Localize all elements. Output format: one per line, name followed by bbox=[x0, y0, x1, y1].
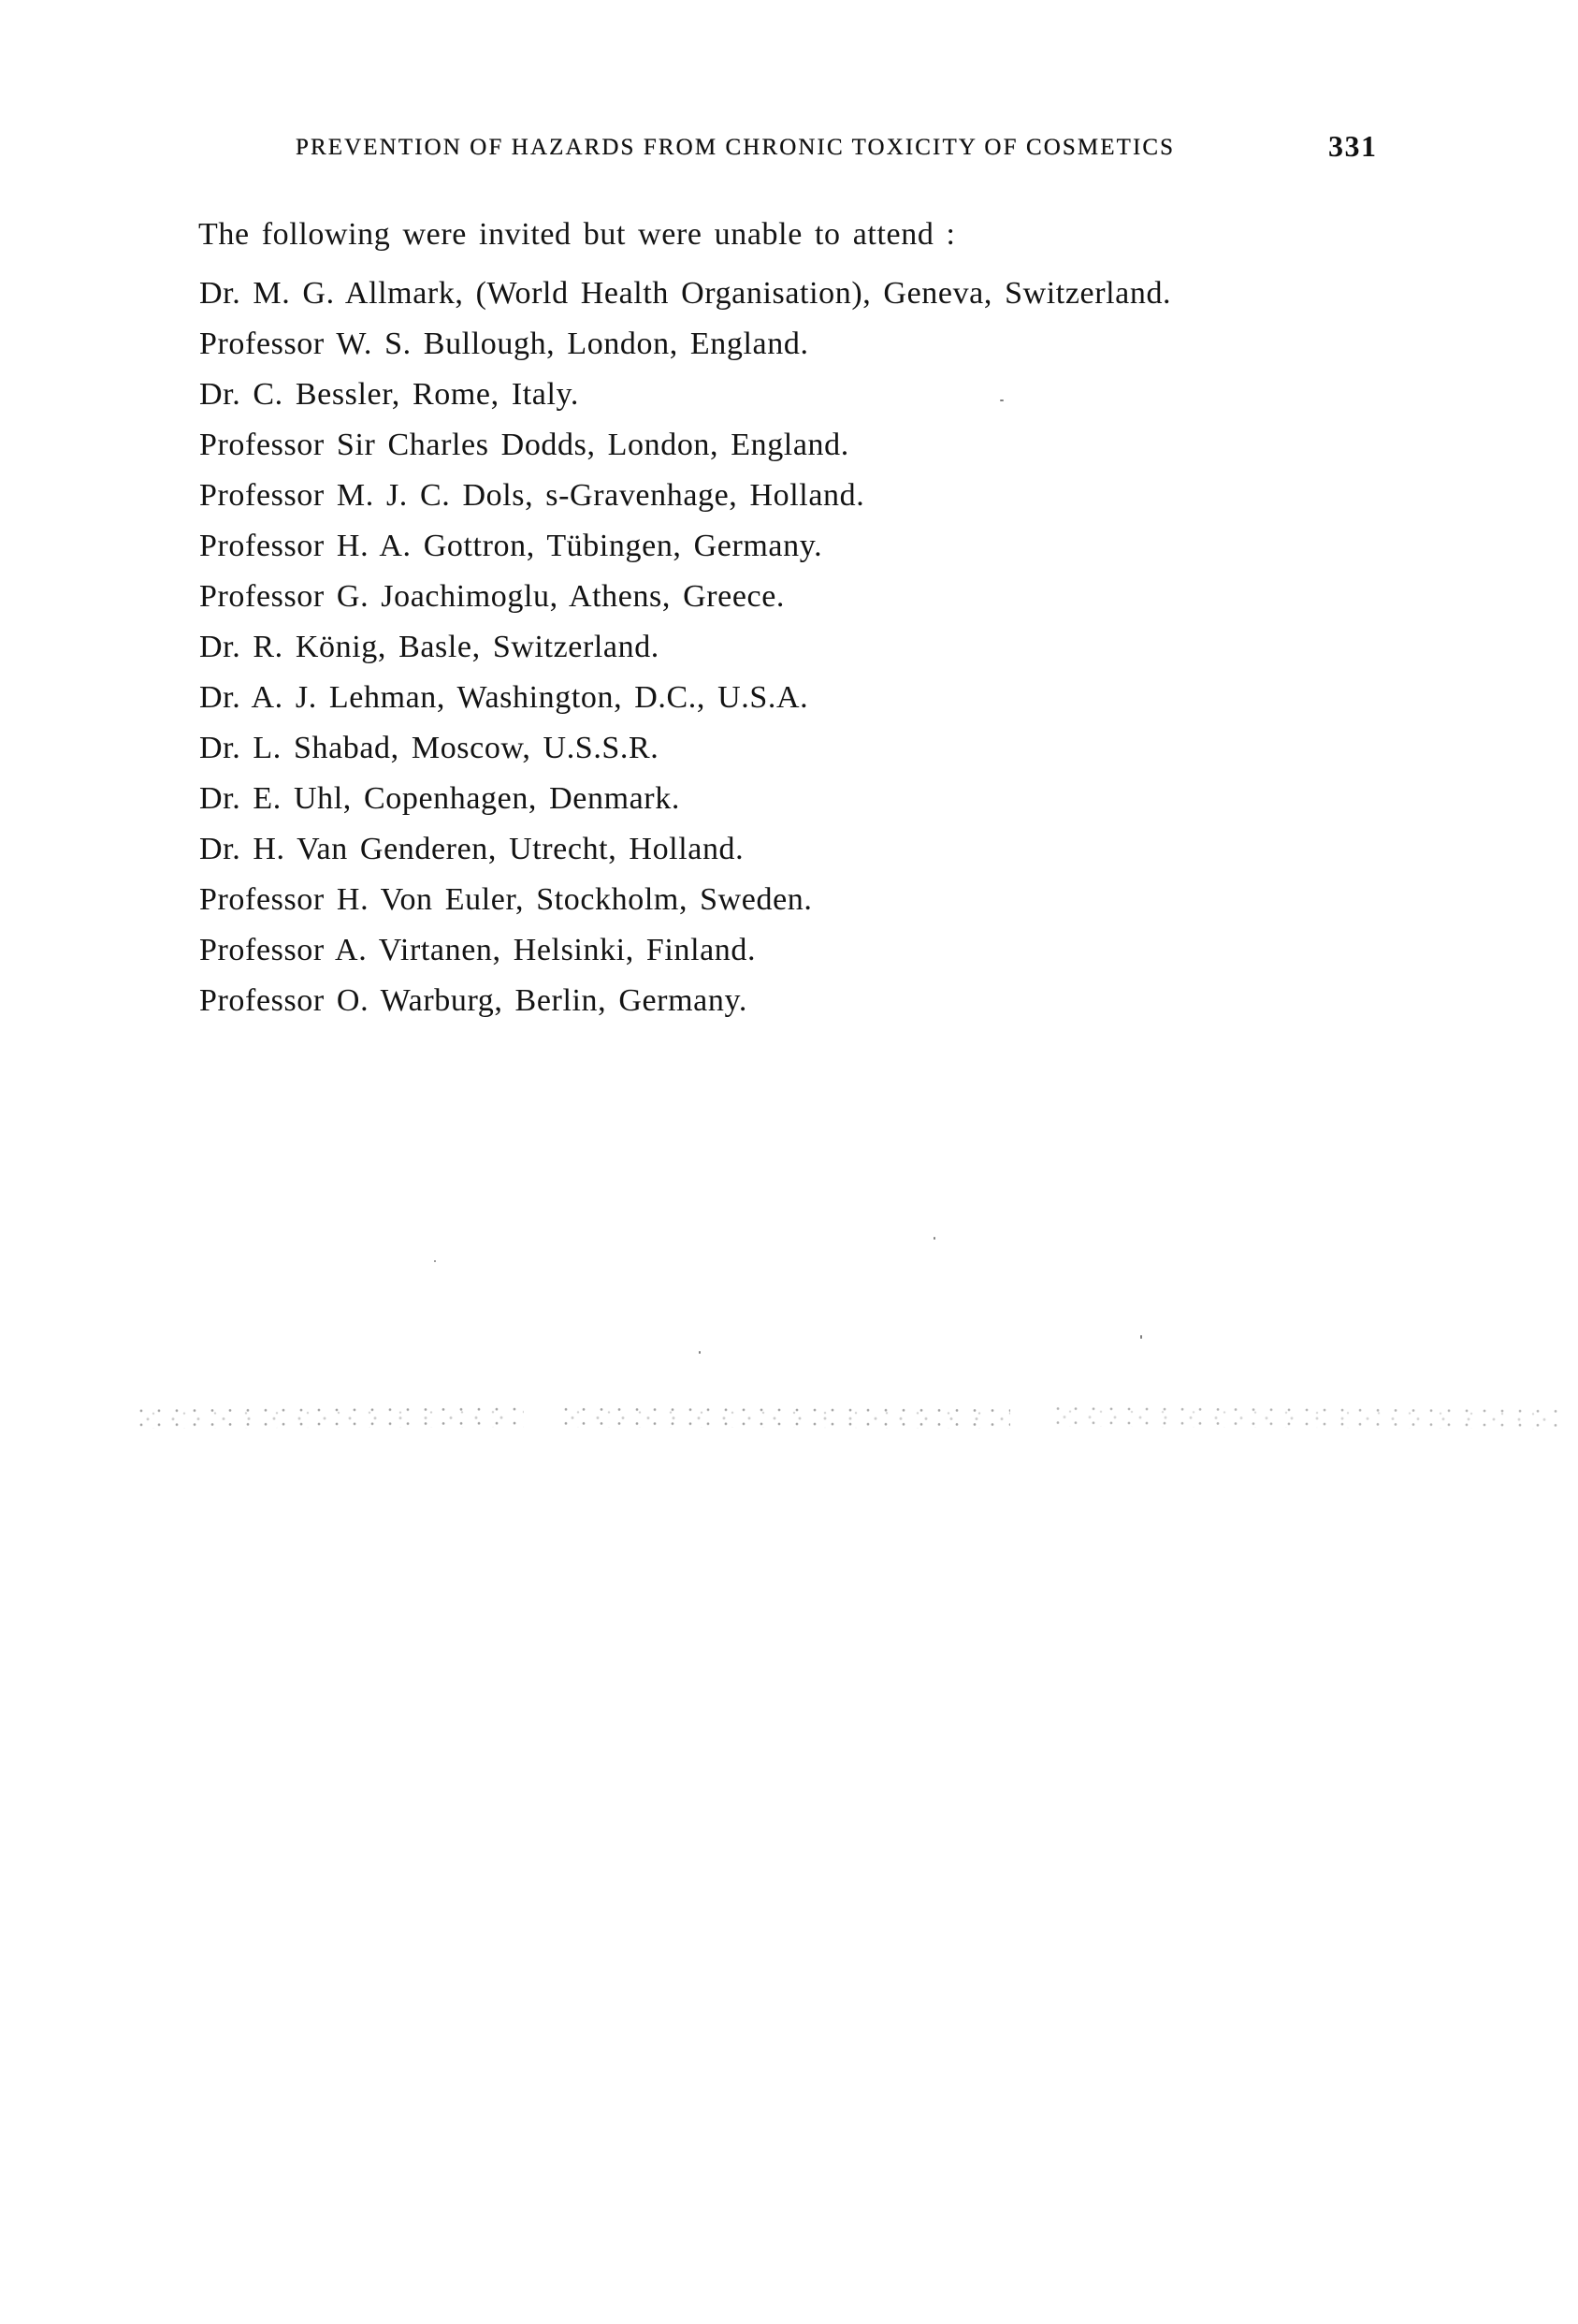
running-title: PREVENTION OF HAZARDS FROM CHRONIC TOXICITY OF COSMETICS bbox=[296, 135, 1176, 160]
invitee-line: Dr. L. Shabad, Moscow, U.S.S.R. bbox=[199, 731, 659, 765]
invitee-line: Dr. H. Van Genderen, Utrecht, Holland. bbox=[199, 832, 745, 866]
intro-line: The following were invited but were unable to attend : bbox=[198, 217, 956, 252]
invitee-line: Dr. E. Uhl, Copenhagen, Denmark. bbox=[199, 781, 680, 816]
scan-speck bbox=[699, 1351, 701, 1354]
scan-speck bbox=[434, 1260, 436, 1262]
invitee-line: Dr. A. J. Lehman, Washington, D.C., U.S.A. bbox=[199, 680, 809, 715]
scan-noise-band bbox=[0, 1405, 1578, 1430]
invitee-line: Professor H. Von Euler, Stockholm, Sweden. bbox=[199, 882, 813, 917]
invitee-list bbox=[199, 269, 1171, 1026]
scan-noise-cluster bbox=[1055, 1404, 1562, 1430]
invitee-line: Dr. C. Bessler, Rome, Italy. bbox=[199, 377, 580, 412]
invitee-line: Professor Sir Charles Dodds, London, England. bbox=[199, 428, 849, 462]
invitee-line: Professor A. Virtanen, Helsinki, Finland. bbox=[199, 933, 757, 967]
invitee-line: Dr. R. König, Basle, Switzerland. bbox=[199, 630, 659, 664]
invitee-line: Professor M. J. C. Dols, s-Gravenhage, Holland. bbox=[199, 478, 865, 513]
scan-speck bbox=[1000, 399, 1004, 401]
scan-speck bbox=[1140, 1335, 1142, 1339]
invitee-line: Professor W. S. Bullough, London, England. bbox=[199, 327, 809, 361]
page-number: 331 bbox=[1328, 129, 1378, 163]
invitee-line: Professor G. Joachimoglu, Athens, Greece. bbox=[199, 579, 786, 614]
scan-speck bbox=[934, 1237, 935, 1240]
invitee-line: Dr. M. G. Allmark, (World Health Organisation), Geneva, Switzerland. bbox=[199, 276, 1172, 311]
scan-noise-cluster bbox=[138, 1404, 524, 1429]
scan-noise-cluster bbox=[563, 1404, 1010, 1428]
running-header bbox=[0, 129, 1578, 172]
invitee-line: Professor O. Warburg, Berlin, Germany. bbox=[199, 983, 747, 1018]
invitee-line: Professor H. A. Gottron, Tübingen, Germany. bbox=[199, 529, 823, 563]
